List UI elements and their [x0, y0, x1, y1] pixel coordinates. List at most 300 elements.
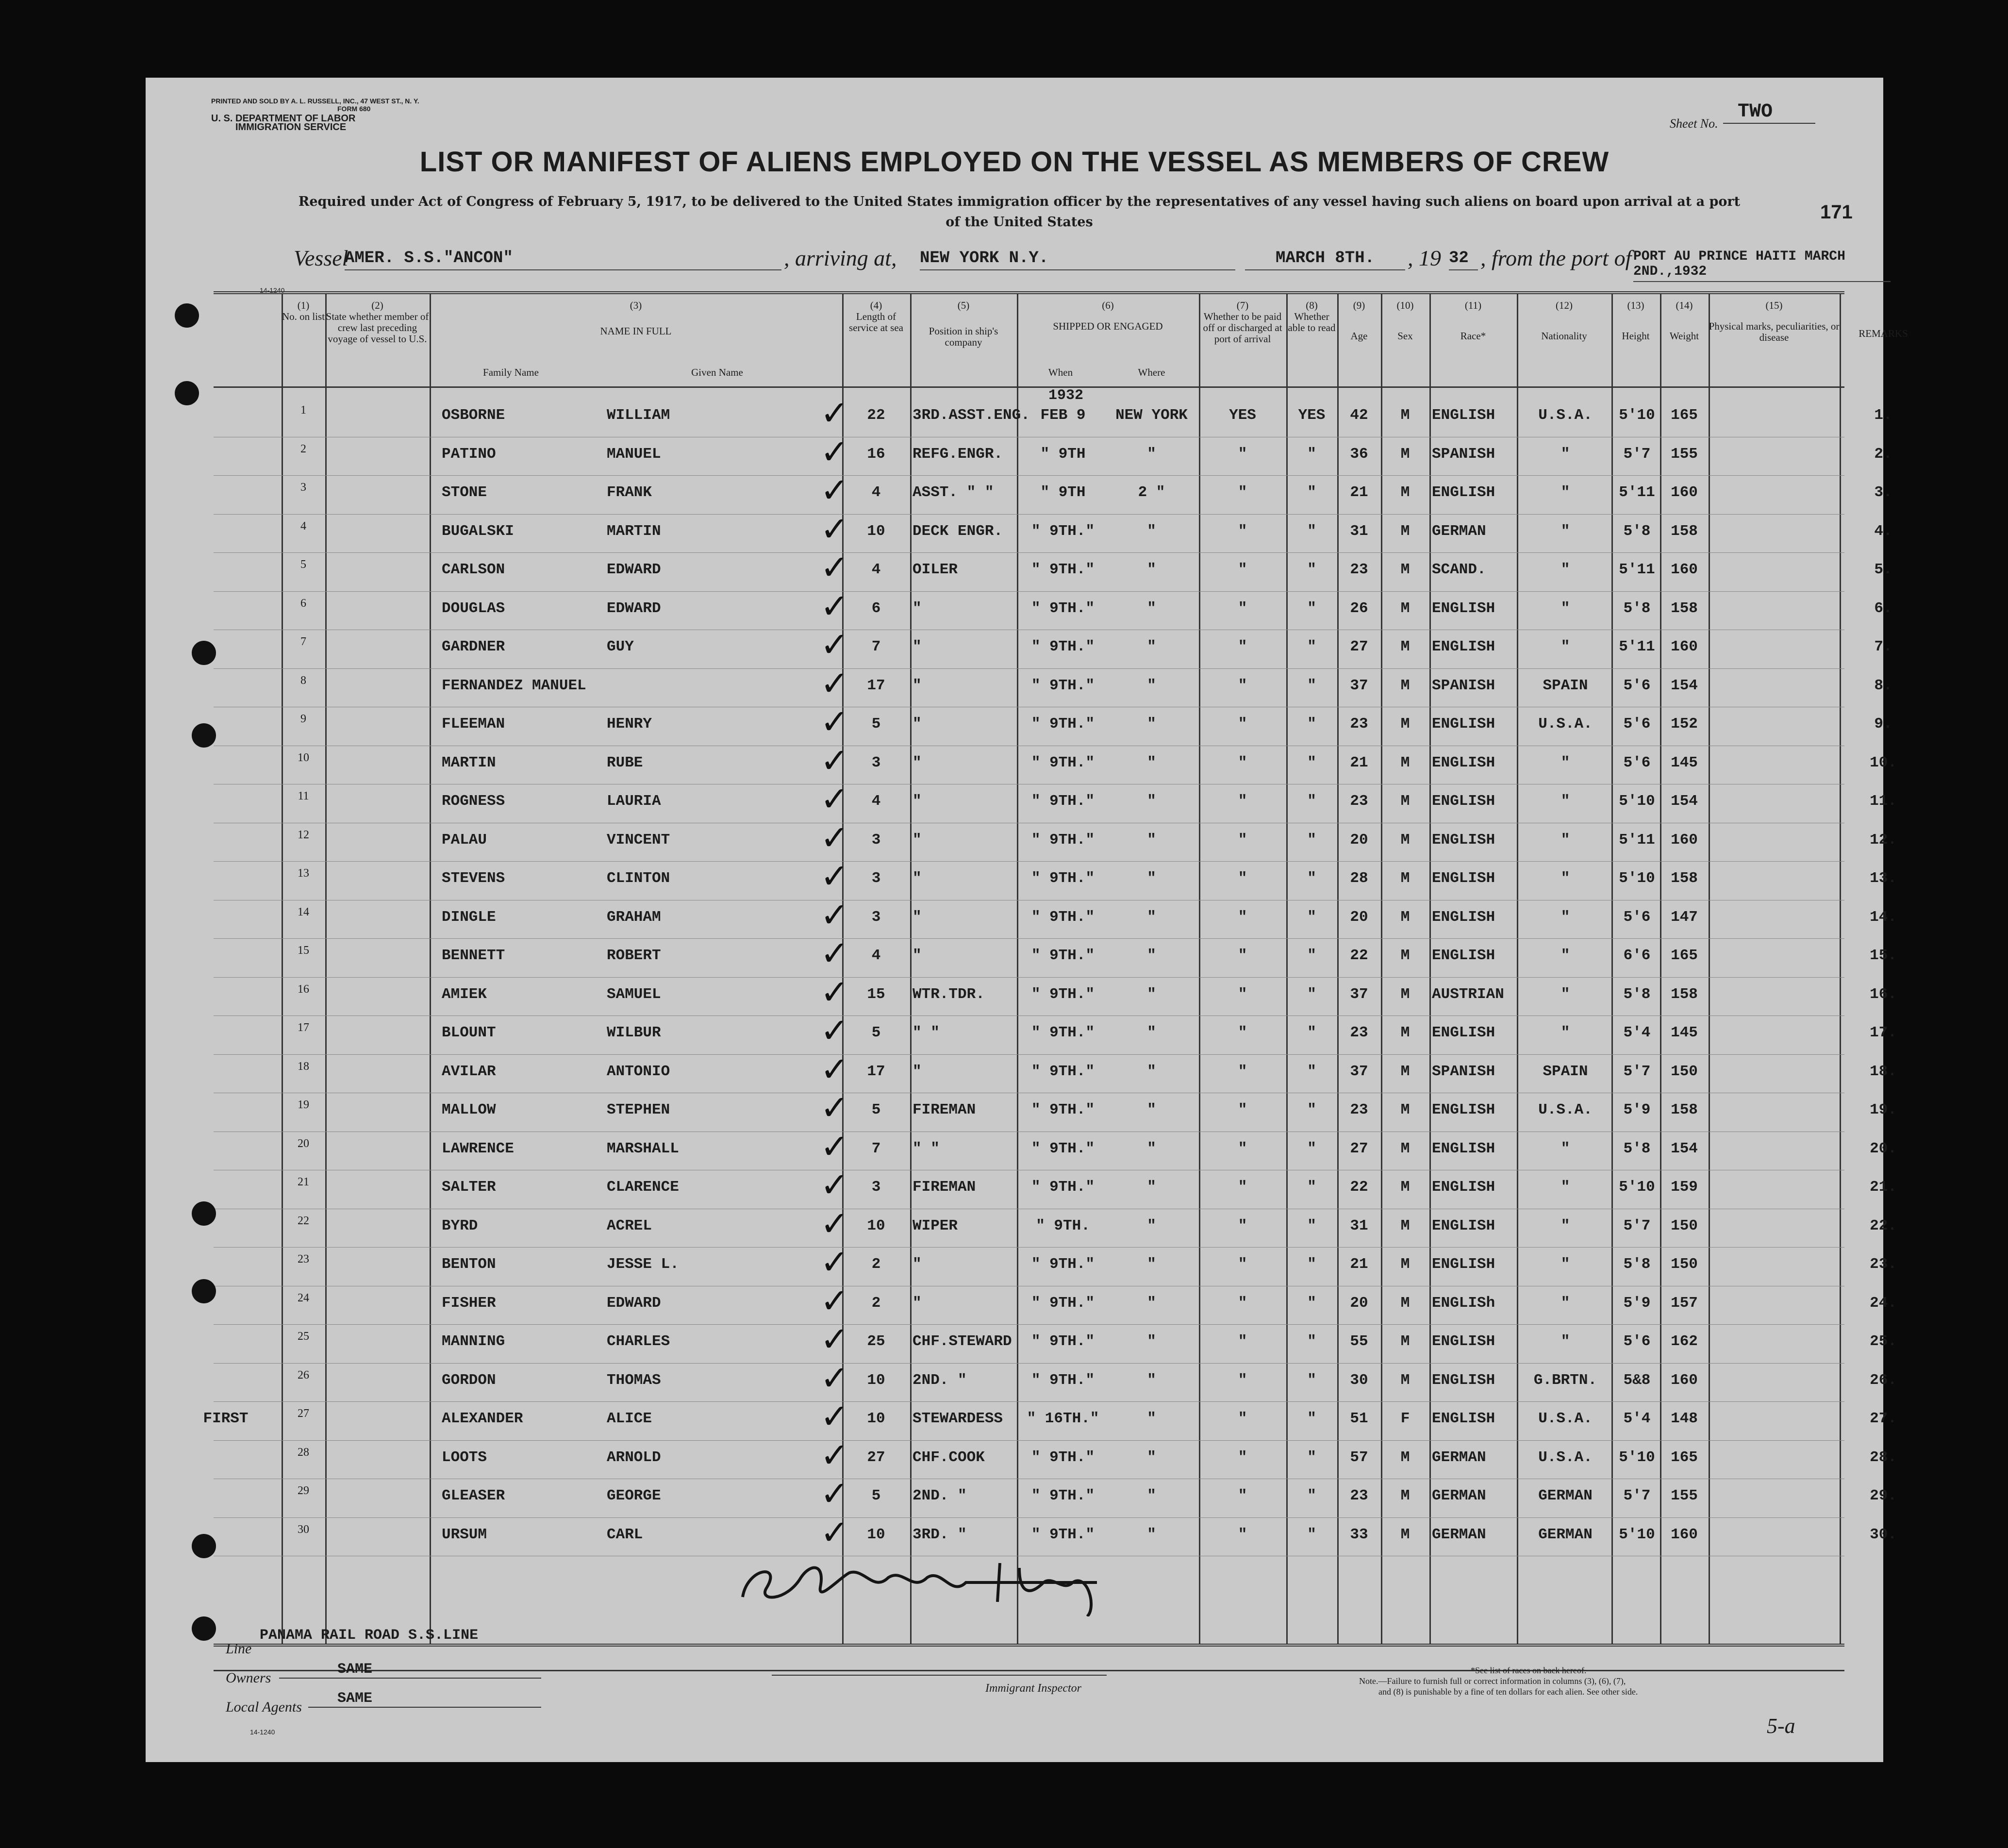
nationality-cell: " — [1560, 599, 1570, 617]
given-name-cell: VINCENT — [607, 831, 670, 849]
where-cell: " — [1147, 1294, 1156, 1312]
divider — [430, 294, 431, 1644]
row-number: 23 — [298, 1253, 309, 1265]
col-shipped-header — [1017, 300, 1199, 332]
col-number: (13) — [1627, 300, 1644, 311]
paid-off-cell: " — [1238, 638, 1247, 655]
position-cell: " " — [913, 1024, 940, 1041]
able-to-read-cell: " — [1307, 1410, 1316, 1427]
given-name-cell: RUBE — [607, 754, 643, 771]
row-rule — [214, 977, 1844, 978]
height-cell: 5'10 — [1619, 1448, 1655, 1466]
family-name-cell: GORDON — [442, 1371, 496, 1389]
where-cell: NEW YORK — [1115, 407, 1188, 424]
weight-cell: 165 — [1671, 1448, 1698, 1466]
when-cell: " 9TH." — [1031, 522, 1095, 540]
given-name-cell: CARL — [607, 1526, 643, 1543]
position-cell: " — [913, 908, 922, 926]
weight-cell: 162 — [1671, 1333, 1698, 1350]
weight-cell: 152 — [1671, 716, 1698, 733]
note-penalty: Note.—Failure to furnish full or correct information in columns (3), (6), (7), — [1359, 1676, 1626, 1686]
nationality-cell: " — [1560, 1217, 1570, 1234]
weight-cell: 158 — [1671, 870, 1698, 887]
when-cell: " 9TH." — [1031, 831, 1095, 849]
remarks-cell: 26. — [1870, 1371, 1897, 1389]
position-cell: " — [913, 754, 922, 771]
able-to-read-cell: " — [1307, 561, 1316, 578]
able-to-read-cell: " — [1307, 1140, 1316, 1157]
position-cell: CHF.STEWARD — [913, 1333, 1012, 1350]
row-number: 20 — [298, 1137, 309, 1150]
height-cell: 5'10 — [1619, 1179, 1655, 1196]
remarks-cell: 1. — [1874, 407, 1892, 424]
family-name-cell: DINGLE — [442, 908, 496, 926]
weight-cell: 154 — [1671, 793, 1698, 810]
height-cell: 5'10 — [1619, 1526, 1655, 1543]
age-cell: 21 — [1350, 754, 1368, 771]
age-cell: 21 — [1350, 1256, 1368, 1273]
weight-cell: 160 — [1671, 831, 1698, 849]
sex-cell: M — [1400, 561, 1410, 578]
when-cell: " 9TH." — [1031, 908, 1095, 926]
able-to-read-cell: " — [1307, 793, 1316, 810]
family-name-cell: AVILAR — [442, 1063, 496, 1080]
age-cell: 42 — [1350, 407, 1368, 424]
weight-cell: 150 — [1671, 1256, 1698, 1273]
when-cell: " 9TH." — [1031, 599, 1095, 617]
nationality-cell: " — [1560, 985, 1570, 1003]
divider — [910, 294, 912, 1644]
when-cell: FEB 9 — [1040, 407, 1086, 424]
able-to-read-cell: " — [1307, 484, 1316, 501]
when-cell: " 9TH." — [1031, 754, 1095, 771]
family-name-cell: OSBORNE — [442, 407, 505, 424]
sex-cell: M — [1400, 1448, 1410, 1466]
row-number: 5 — [300, 558, 306, 571]
col-position-header — [910, 300, 1017, 348]
age-cell: 20 — [1350, 1294, 1368, 1312]
weight-cell: 147 — [1671, 908, 1698, 926]
remarks-cell: 13. — [1870, 870, 1897, 887]
when-cell: " 9TH." — [1031, 561, 1095, 578]
remarks-cell: 2. — [1874, 445, 1892, 463]
paid-off-cell: " — [1238, 522, 1247, 540]
service-cell: 16 — [867, 445, 885, 463]
able-to-read-cell: " — [1307, 908, 1316, 926]
col-number: (14) — [1676, 300, 1693, 311]
row-number: 9 — [300, 713, 306, 725]
height-cell: 5'6 — [1623, 1333, 1651, 1350]
able-to-read-cell: " — [1307, 985, 1316, 1003]
row-number: 16 — [298, 982, 309, 996]
check-mark: ✓ — [820, 702, 849, 742]
remarks-cell: 27. — [1870, 1410, 1897, 1427]
departure-port: PORT AU PRINCE HAITI MARCH 2ND.,1932 — [1633, 249, 1891, 282]
able-to-read-cell: " — [1307, 1024, 1316, 1041]
where-cell: " — [1147, 445, 1156, 463]
position-cell: " — [913, 1063, 922, 1080]
col-number: (7) — [1236, 300, 1249, 311]
weight-cell: 154 — [1671, 677, 1698, 694]
able-to-read-cell: " — [1307, 1101, 1316, 1118]
position-cell: " — [913, 831, 922, 849]
able-to-read-cell: " — [1307, 1333, 1316, 1350]
when-cell: " 9TH." — [1031, 1333, 1095, 1350]
col-label: Weight — [1669, 330, 1699, 342]
given-name-cell: LAURIA — [607, 793, 661, 810]
able-to-read-cell: " — [1307, 1179, 1316, 1196]
weight-cell: 150 — [1671, 1217, 1698, 1234]
nationality-cell: SPAIN — [1543, 1063, 1588, 1080]
service-cell: 3 — [871, 870, 881, 887]
height-cell: 5'7 — [1623, 1063, 1651, 1080]
divider — [1611, 294, 1613, 1644]
able-to-read-cell: " — [1307, 831, 1316, 849]
position-cell: FIREMAN — [913, 1179, 976, 1196]
service-cell: 5 — [871, 716, 881, 733]
check-mark: ✓ — [820, 663, 849, 703]
sex-cell: M — [1400, 831, 1410, 849]
where-cell: " — [1147, 870, 1156, 887]
row-number: 22 — [298, 1214, 309, 1227]
weight-cell: 165 — [1671, 947, 1698, 964]
col-label: Whether able to read — [1288, 311, 1336, 333]
height-cell: 6'6 — [1623, 947, 1651, 964]
able-to-read-cell: " — [1307, 1063, 1316, 1080]
row-rule — [214, 1401, 1844, 1402]
col-read-header — [1286, 300, 1337, 333]
nationality-cell: " — [1560, 1179, 1570, 1196]
nationality-cell: U.S.A. — [1538, 716, 1593, 733]
position-cell: " — [913, 1256, 922, 1273]
height-cell: 5'4 — [1623, 1410, 1651, 1427]
nationality-cell: SPAIN — [1543, 677, 1588, 694]
service-cell: 7 — [871, 1140, 881, 1157]
where-cell: " — [1147, 1526, 1156, 1543]
age-cell: 23 — [1350, 1024, 1368, 1041]
race-cell: ENGLISH — [1432, 1217, 1495, 1234]
height-cell: 5'8 — [1623, 1256, 1651, 1273]
inspector-label: Immigrant Inspector — [985, 1682, 1081, 1695]
family-name-cell: SALTER — [442, 1179, 496, 1196]
given-name-cell: ARNOLD — [607, 1448, 661, 1466]
year-label: , 19 — [1408, 246, 1441, 270]
col-height-header — [1611, 300, 1660, 342]
position-cell: " — [913, 793, 922, 810]
col-race-header — [1429, 300, 1517, 342]
row-number: 11 — [298, 790, 309, 802]
header-rule — [214, 386, 1844, 388]
service-cell: 17 — [867, 677, 885, 694]
col-when-header: When — [1048, 366, 1073, 378]
weight-cell: 158 — [1671, 522, 1698, 540]
age-cell: 37 — [1350, 1063, 1368, 1080]
row-number: 14 — [298, 905, 309, 918]
col-paid-off-header — [1199, 300, 1286, 345]
given-name-cell: CLINTON — [607, 870, 670, 887]
sheet-number: TWO — [1723, 101, 1815, 124]
remarks-cell: 23. — [1870, 1256, 1897, 1273]
check-mark: ✓ — [820, 1319, 849, 1359]
able-to-read-cell: " — [1307, 754, 1316, 771]
when-cell: " 9TH." — [1031, 677, 1095, 694]
service-cell: 10 — [867, 522, 885, 540]
sex-cell: M — [1400, 1179, 1410, 1196]
remarks-cell: 29. — [1870, 1487, 1897, 1504]
position-cell: 2ND. " — [913, 1487, 967, 1504]
remarks-cell: 4. — [1874, 522, 1892, 540]
paid-off-cell: " — [1238, 1294, 1247, 1312]
height-cell: 5'6 — [1623, 908, 1651, 926]
nationality-cell: " — [1560, 561, 1570, 578]
footer-form-code: 14-1240 — [250, 1728, 275, 1736]
inspector-line — [772, 1675, 1107, 1676]
remarks-cell: 20. — [1870, 1140, 1897, 1157]
sex-cell: M — [1400, 677, 1410, 694]
divider — [1429, 294, 1431, 1644]
age-cell: 23 — [1350, 716, 1368, 733]
given-name-cell: WILLIAM — [607, 407, 670, 424]
row-rule — [214, 1324, 1844, 1325]
row-rule — [214, 514, 1844, 515]
weight-cell: 158 — [1671, 1101, 1698, 1118]
nationality-cell: " — [1560, 445, 1570, 463]
height-cell: 5'4 — [1623, 1024, 1651, 1041]
check-mark: ✓ — [820, 1203, 849, 1244]
when-cell: " 9TH." — [1031, 947, 1095, 964]
printer-imprint — [211, 97, 419, 113]
row-number: 7 — [300, 635, 306, 648]
paid-off-cell: " — [1238, 1217, 1247, 1234]
age-cell: 55 — [1350, 1333, 1368, 1350]
nationality-cell: U.S.A. — [1538, 407, 1593, 424]
service-cell: 4 — [871, 793, 881, 810]
weight-cell: 148 — [1671, 1410, 1698, 1427]
able-to-read-cell: " — [1307, 677, 1316, 694]
position-cell: WTR.TDR. — [913, 985, 985, 1003]
where-cell: " — [1147, 1448, 1156, 1466]
able-to-read-cell: " — [1307, 870, 1316, 887]
able-to-read-cell: " — [1307, 716, 1316, 733]
shipped-year: 1932 — [1048, 387, 1084, 404]
paid-off-cell: " — [1238, 1063, 1247, 1080]
row-number: 2 — [300, 442, 306, 455]
age-cell: 22 — [1350, 1179, 1368, 1196]
punch-hole — [192, 1201, 216, 1226]
row-number: 13 — [298, 867, 309, 880]
document-subtitle: Required under Act of Congress of February 5, 1917, to be delivered to the United States immigration officer by the representatives of any vessel having such aliens on board upon arrival at a port of the United States — [298, 194, 1741, 230]
paid-off-cell: " — [1238, 677, 1247, 694]
sex-cell: M — [1400, 445, 1410, 463]
given-name-cell: MARTIN — [607, 522, 661, 540]
sex-cell: M — [1400, 1217, 1410, 1234]
height-cell: 5'9 — [1623, 1294, 1651, 1312]
remarks-cell: 17. — [1870, 1024, 1897, 1041]
printer-line: PRINTED AND SOLD BY A. L. RUSSELL, INC., 47 WEST ST., N. Y. — [211, 97, 419, 105]
given-name-cell: GRAHAM — [607, 908, 661, 926]
check-mark: ✓ — [820, 779, 849, 819]
family-name-cell: ROGNESS — [442, 793, 505, 810]
col-label: SHIPPED OR ENGAGED — [1053, 320, 1163, 332]
given-name-cell: MARSHALL — [607, 1140, 679, 1157]
age-cell: 33 — [1350, 1526, 1368, 1543]
col-label: Race* — [1460, 330, 1486, 342]
paid-off-cell: " — [1238, 1410, 1247, 1427]
row-number: 15 — [298, 944, 309, 957]
when-cell: " 9TH." — [1031, 716, 1095, 733]
when-cell: " 9TH." — [1031, 985, 1095, 1003]
nationality-cell: " — [1560, 908, 1570, 926]
col-remarks-header: REMARKS — [1859, 328, 1908, 339]
given-name-cell: ANTONIO — [607, 1063, 670, 1080]
where-cell: " — [1147, 1024, 1156, 1041]
sex-cell: M — [1400, 1101, 1410, 1118]
service-cell: 25 — [867, 1333, 885, 1350]
position-cell: 3RD.ASST.ENG. — [913, 407, 1030, 424]
position-cell: OILER — [913, 561, 958, 578]
sex-cell: M — [1400, 716, 1410, 733]
position-cell: " — [913, 599, 922, 617]
paid-off-cell: " — [1238, 561, 1247, 578]
race-cell: ENGLISH — [1432, 947, 1495, 964]
race-cell: ENGLISH — [1432, 1371, 1495, 1389]
race-cell: ENGLISH — [1432, 484, 1495, 501]
where-cell: " — [1147, 561, 1156, 578]
where-cell: " — [1147, 754, 1156, 771]
check-mark: ✓ — [820, 1474, 849, 1514]
col-no-header — [282, 300, 325, 322]
when-cell: " 9TH." — [1031, 1101, 1095, 1118]
where-cell: " — [1147, 1371, 1156, 1389]
able-to-read-cell: " — [1307, 1371, 1316, 1389]
service-cell: 10 — [867, 1410, 885, 1427]
col-sex-header — [1381, 300, 1429, 342]
age-cell: 22 — [1350, 947, 1368, 964]
service-cell: 4 — [871, 561, 881, 578]
check-mark: ✓ — [820, 1126, 849, 1166]
family-name-cell: CARLSON — [442, 561, 505, 578]
race-cell: ENGLISH — [1432, 1140, 1495, 1157]
check-mark: ✓ — [820, 1049, 849, 1089]
row-number: 10 — [298, 751, 309, 764]
sex-cell: M — [1400, 1024, 1410, 1041]
given-name-cell: THOMAS — [607, 1371, 661, 1389]
col-number: (9) — [1353, 300, 1365, 311]
service-cell: 3 — [871, 831, 881, 849]
able-to-read-cell: " — [1307, 638, 1316, 655]
when-cell: " 9TH." — [1031, 1256, 1095, 1273]
paid-off-cell: " — [1238, 870, 1247, 887]
where-cell: " — [1147, 638, 1156, 655]
family-name-cell: STEVENS — [442, 870, 505, 887]
sex-cell: M — [1400, 638, 1410, 655]
nationality-cell: U.S.A. — [1538, 1448, 1593, 1466]
when-cell: " 9TH." — [1031, 793, 1095, 810]
race-cell: SPANISH — [1432, 1063, 1495, 1080]
given-name-cell: STEPHEN — [607, 1101, 670, 1118]
height-cell: 5'7 — [1623, 1487, 1651, 1504]
paid-off-cell: " — [1238, 1256, 1247, 1273]
vessel-line — [294, 245, 1895, 279]
when-cell: " 9TH." — [1031, 1063, 1095, 1080]
sex-cell: M — [1400, 908, 1410, 926]
family-name-cell: PATINO — [442, 445, 496, 463]
col-label: Length of service at sea — [849, 311, 903, 333]
given-name-cell: CHARLES — [607, 1333, 670, 1350]
service-cell: 3 — [871, 1179, 881, 1196]
position-cell: CHF.COOK — [913, 1448, 985, 1466]
remarks-cell: 24. — [1870, 1294, 1897, 1312]
check-mark: ✓ — [820, 1435, 849, 1475]
family-name-cell: FERNANDEZ MANUEL — [442, 677, 586, 694]
where-cell: " — [1147, 1256, 1156, 1273]
age-cell: 20 — [1350, 908, 1368, 926]
when-cell: " 9TH — [1040, 484, 1086, 501]
able-to-read-cell: " — [1307, 947, 1316, 964]
race-cell: ENGLISH — [1432, 407, 1495, 424]
position-cell: WIPER — [913, 1217, 958, 1234]
service-cell: 22 — [867, 407, 885, 424]
paid-off-cell: " — [1238, 1487, 1247, 1504]
race-cell: GERMAN — [1432, 1448, 1486, 1466]
nationality-cell: " — [1560, 793, 1570, 810]
family-name-cell: AMIEK — [442, 985, 487, 1003]
sex-cell: M — [1400, 754, 1410, 771]
weight-cell: 145 — [1671, 1024, 1698, 1041]
punch-hole — [192, 641, 216, 665]
paid-off-cell: " — [1238, 1101, 1247, 1118]
remarks-cell: 25. — [1870, 1333, 1897, 1350]
row-number: 30 — [298, 1523, 309, 1536]
height-cell: 5'8 — [1623, 985, 1651, 1003]
col-number: (2) — [371, 300, 383, 311]
family-name-cell: BYRD — [442, 1217, 478, 1234]
arrival-year: 32 — [1449, 249, 1478, 270]
remarks-cell: 22. — [1870, 1217, 1897, 1234]
family-name-cell: LAWRENCE — [442, 1140, 514, 1157]
when-cell: " 9TH. — [1036, 1217, 1090, 1234]
check-mark: ✓ — [820, 972, 849, 1012]
col-label: NAME IN FULL — [600, 325, 672, 337]
divider — [1017, 294, 1018, 1644]
sex-cell: M — [1400, 1256, 1410, 1273]
able-to-read-cell: " — [1307, 1487, 1316, 1504]
family-name-cell: URSUM — [442, 1526, 487, 1543]
family-name-cell: GARDNER — [442, 638, 505, 655]
position-cell: 2ND. " — [913, 1371, 967, 1389]
row-number: 6 — [300, 597, 306, 610]
row-number: 17 — [298, 1021, 309, 1034]
nationality-cell: " — [1560, 754, 1570, 771]
age-cell: 23 — [1350, 1101, 1368, 1118]
family-name-cell: BENTON — [442, 1256, 496, 1273]
row-number: 18 — [298, 1060, 309, 1073]
col-label: State whether member of crew last preceding voyage of vessel to U.S. — [326, 311, 429, 345]
when-cell: " 9TH." — [1031, 1448, 1095, 1466]
remarks-cell: 5. — [1874, 561, 1892, 578]
height-cell: 5'8 — [1623, 1140, 1651, 1157]
given-name-cell: HENRY — [607, 716, 652, 733]
able-to-read-cell: " — [1307, 1448, 1316, 1466]
paid-off-cell: " — [1238, 831, 1247, 849]
given-name-cell: FRANK — [607, 484, 652, 501]
service-cell: 27 — [867, 1448, 885, 1466]
able-to-read-cell: " — [1307, 1217, 1316, 1234]
col-label: Sex — [1397, 330, 1413, 342]
weight-cell: 145 — [1671, 754, 1698, 771]
when-cell: " 9TH." — [1031, 1487, 1095, 1504]
given-name-cell: ROBERT — [607, 947, 661, 964]
